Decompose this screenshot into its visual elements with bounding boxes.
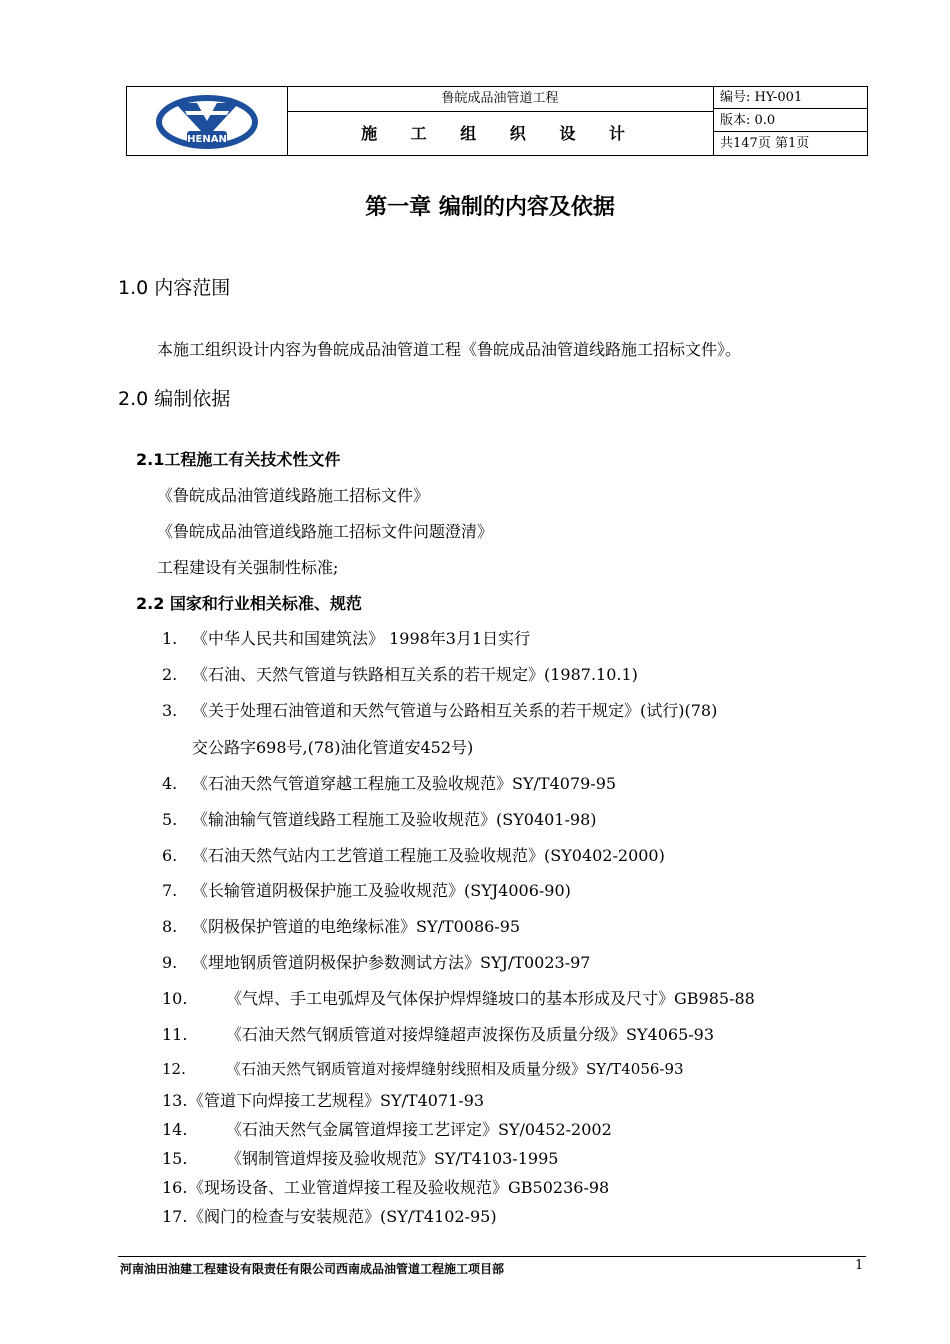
standard-item: 16.《现场设备、工业管道焊接工程及验收规范》GB50236-98 — [162, 1178, 610, 1197]
document-header — [126, 86, 868, 156]
standard-item: 8. 《阴极保护管道的电绝缘标准》SY/T0086-95 — [162, 917, 521, 936]
standard-item: 17.《阀门的检查与安装规范》(SY/T4102-95) — [162, 1207, 497, 1226]
section-heading: 1.0 内容范围 — [118, 277, 231, 299]
footer-organization: 河南油田油建工程建设有限责任有限公司西南成品油管道工程施工项目部 — [120, 1262, 505, 1276]
document-title: 施 工 组 织 设 计 — [361, 124, 639, 143]
company-logo-icon — [127, 87, 287, 155]
subsection-heading: 2.2 国家和行业相关标准、规范 — [136, 594, 362, 613]
standard-item: 4. 《石油天然气管道穿越工程施工及验收规范》SY/T4079-95 — [162, 774, 617, 793]
document-version: 版本: 0.0 — [714, 110, 867, 132]
chapter-title: 第一章 编制的内容及依据 — [365, 195, 615, 220]
company-logo-cell — [127, 87, 288, 155]
standard-item: 10. 《气焊、手工电弧焊及气体保护焊焊缝坡口的基本形成及尺寸》GB985-88 — [162, 989, 755, 1008]
reference-document: 《鲁皖成品油管道线路施工招标文件》 — [157, 486, 430, 505]
standard-item: 7. 《长输管道阴极保护施工及验收规范》(SYJ4006-90) — [162, 881, 571, 900]
standard-item: 1. 《中华人民共和国建筑法》 1998年3月1日实行 — [162, 629, 531, 648]
section-heading: 2.0 编制依据 — [118, 388, 231, 410]
standard-item: 15. 《钢制管道焊接及验收规范》SY/T4103-1995 — [162, 1149, 559, 1168]
standard-item: 9. 《埋地钢质管道阴极保护参数测试方法》SYJ/T0023-97 — [162, 953, 591, 972]
project-name: 鲁皖成品油管道工程 — [287, 87, 713, 112]
reference-document: 《鲁皖成品油管道线路施工招标文件问题澄清》 — [157, 522, 494, 541]
standard-item: 14. 《石油天然气金属管道焊接工艺评定》SY/0452-2002 — [162, 1120, 612, 1139]
footer-divider — [118, 1256, 866, 1257]
logo-text: HENAN — [187, 134, 227, 145]
standard-item: 3. 《关于处理石油管道和天然气管道与公路相互关系的若干规定》(试行)(78) — [162, 701, 718, 720]
standard-item: 11. 《石油天然气钢质管道对接焊缝超声波探伤及质量分级》SY4065-93 — [162, 1025, 715, 1044]
section-paragraph: 本施工组织设计内容为鲁皖成品油管道工程《鲁皖成品油管道线路施工招标文件》。 — [157, 340, 742, 359]
standard-item: 2. 《石油、天然气管道与铁路相互关系的若干规定》(1987.10.1) — [162, 665, 638, 684]
page-number: 1 — [855, 1258, 864, 1273]
subsection-heading: 2.1工程施工有关技术性文件 — [136, 450, 341, 469]
standard-item: 12. 《石油天然气钢质管道对接焊缝射线照相及质量分级》SY/T4056-93 — [162, 1060, 684, 1078]
standard-item: 13.《管道下向焊接工艺规程》SY/T4071-93 — [162, 1091, 485, 1110]
document-code: 编号: HY-001 — [714, 87, 867, 109]
standard-item: 6. 《石油天然气站内工艺管道工程施工及验收规范》(SY0402-2000) — [162, 846, 665, 865]
page-count: 共147页 第1页 — [720, 136, 810, 151]
standard-item-continuation: 交公路字698号,(78)油化管道安452号) — [192, 738, 474, 757]
reference-document: 工程建设有关强制性标准; — [157, 558, 339, 577]
standard-item: 5. 《输油输气管道线路工程施工及验收规范》(SY0401-98) — [162, 810, 597, 829]
